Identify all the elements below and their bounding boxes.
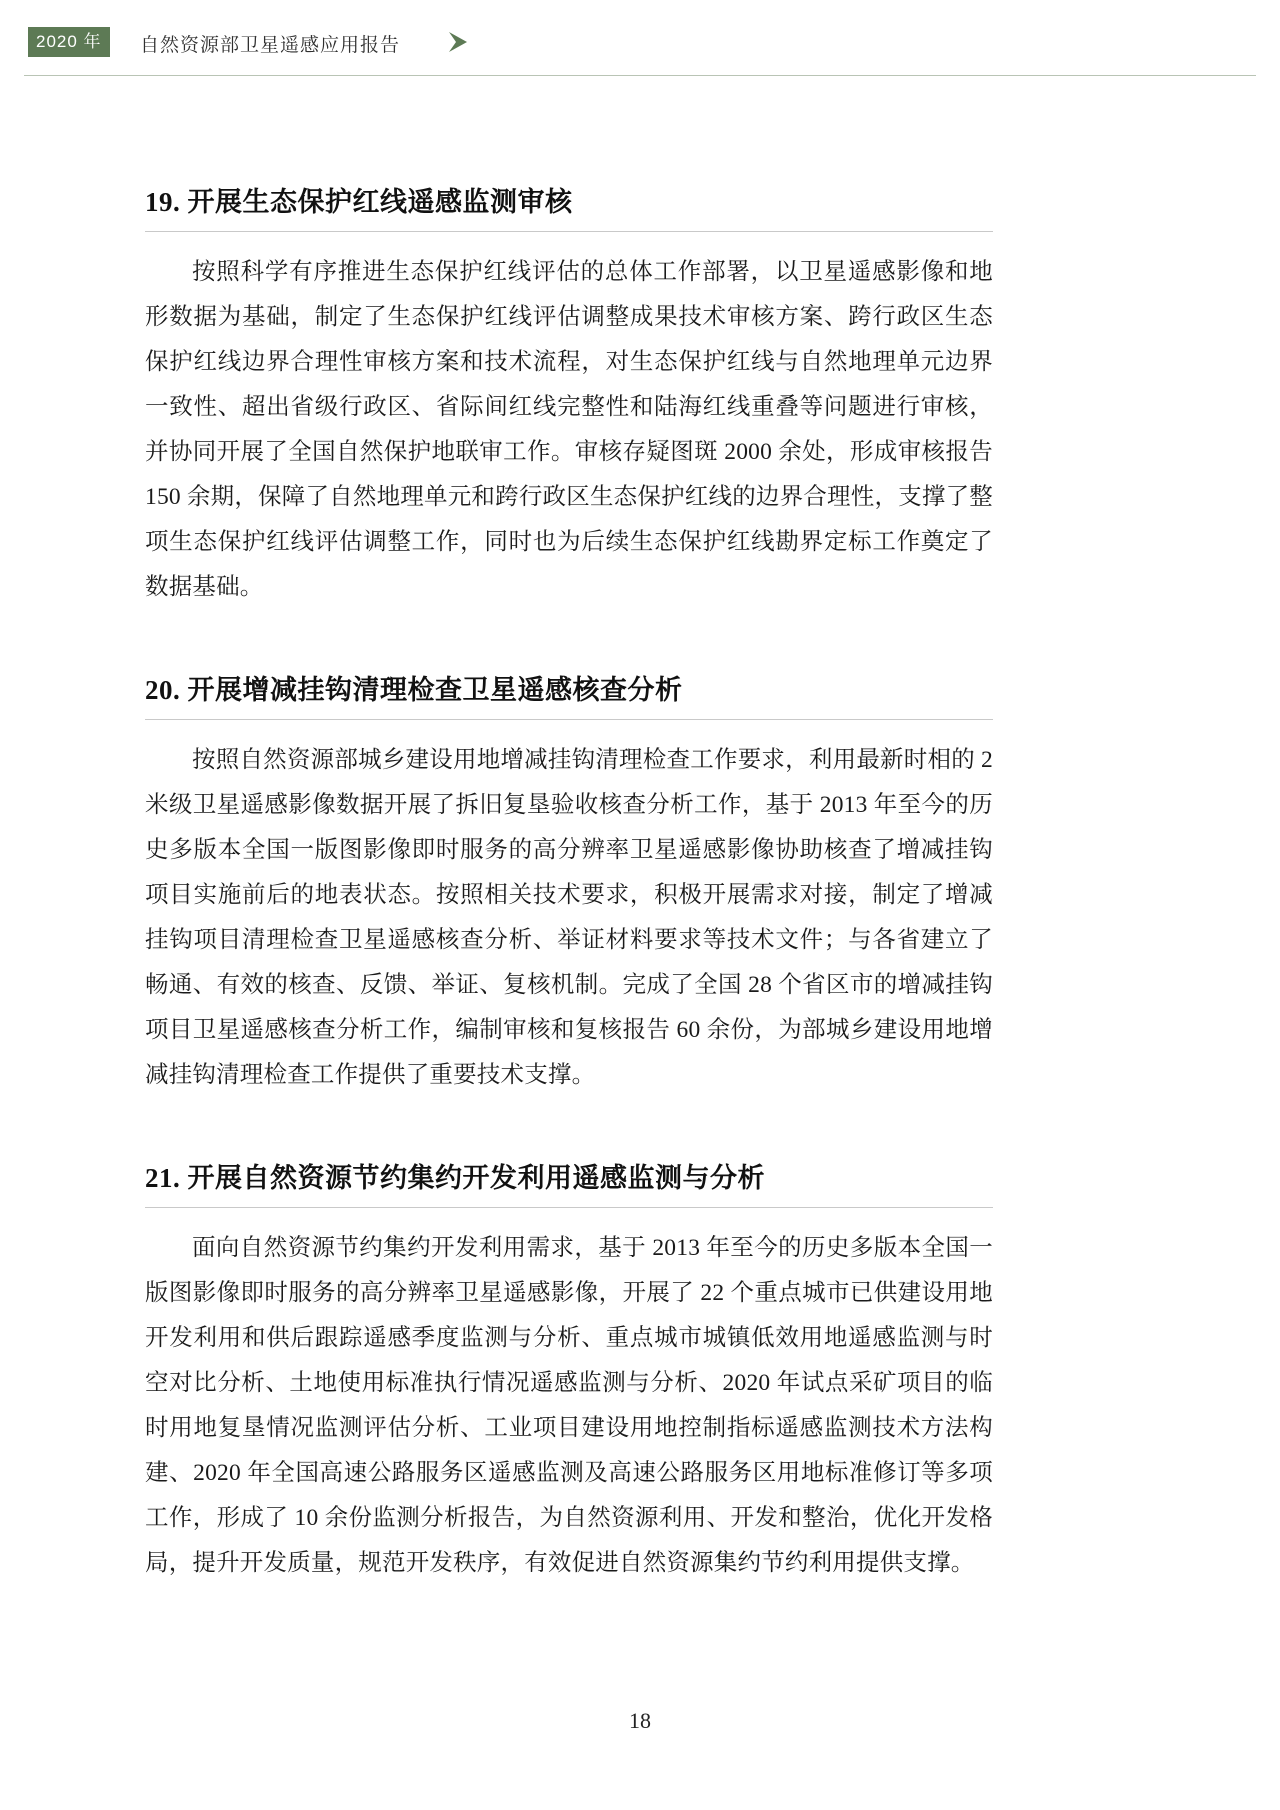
header-title: 自然资源部卫星遥感应用报告 xyxy=(140,35,401,56)
section-19 xyxy=(145,180,993,610)
year-badge: 2020 年 xyxy=(28,27,110,57)
section-21-paragraph: 面向自然资源节约集约开发利用需求，基于 2013 年至今的历史多版本全国一版图影像即时服务的高分辨率卫星遥感影像，开展了 22 个重点城市已供建设用地开发利用和供后跟踪遥感季度监测与分析、重点城市城镇低效用地遥感监测与时空对比分析、土地使用标准执行情况遥感监测与分析、2020 年试点采矿项目的临时用地复垦情况监测评估分析、工业项目建设用地控制指标遥感监测技术方法构建、2020 年全国高速公路服务区遥感监测及高速公路服务区用地标准修订等多项工作，形成了 10 余份监测分析报告，为自然资源利用、开发和整治，优化开发格局，提升开发质量，规范开发秩序，有效促进自然资源集约节约利用提供支撑。 xyxy=(145,1235,993,1576)
page-number: 18 xyxy=(629,1708,651,1733)
page-header xyxy=(0,0,1280,78)
section-21 xyxy=(145,1156,993,1586)
section-19-paragraph: 按照科学有序推进生态保护红线评估的总体工作部署，以卫星遥感影像和地形数据为基础，制定了生态保护红线评估调整成果技术审核方案、跨行政区生态保护红线边界合理性审核方案和技术流程，对生态保护红线与自然地理单元边界一致性、超出省级行政区、省际间红线完整性和陆海红线重叠等问题进行审核，并协同开展了全国自然保护地联审工作。审核存疑图斑 2000 余处，形成审核报告 150 余期，保障了自然地理单元和跨行政区生态保护红线的边界合理性，支撑了整项生态保护红线评估调整工作，同时也为后续生态保护红线勘界定标工作奠定了数据基础。 xyxy=(145,259,993,600)
section-20 xyxy=(145,668,993,1098)
section-21-heading: 21. 开展自然资源节约集约开发利用遥感监测与分析 xyxy=(145,1156,993,1208)
header-divider xyxy=(24,75,1256,76)
section-20-paragraph: 按照自然资源部城乡建设用地增减挂钩清理检查工作要求，利用最新时相的 2 米级卫星遥感影像数据开展了拆旧复垦验收核查分析工作，基于 2013 年至今的历史多版本全国一版图影像即时服务的高分辨率卫星遥感影像协助核查了增减挂钩项目实施前后的地表状态。按照相关技术要求，积极开展需求对接，制定了增减挂钩项目清理检查卫星遥感核查分析、举证材料要求等技术文件；与各省建立了畅通、有效的核查、反馈、举证、复核机制。完成了全国 28 个省区市的增减挂钩项目卫星遥感核查分析工作，编制审核和复核报告 60 余份，为部城乡建设用地增减挂钩清理检查工作提供了重要技术支撑。 xyxy=(145,747,993,1088)
chevron-right-icon xyxy=(447,30,473,54)
document-content xyxy=(145,180,993,1586)
section-20-heading: 20. 开展增减挂钩清理检查卫星遥感核查分析 xyxy=(145,668,993,720)
section-19-heading: 19. 开展生态保护红线遥感监测审核 xyxy=(145,180,993,232)
